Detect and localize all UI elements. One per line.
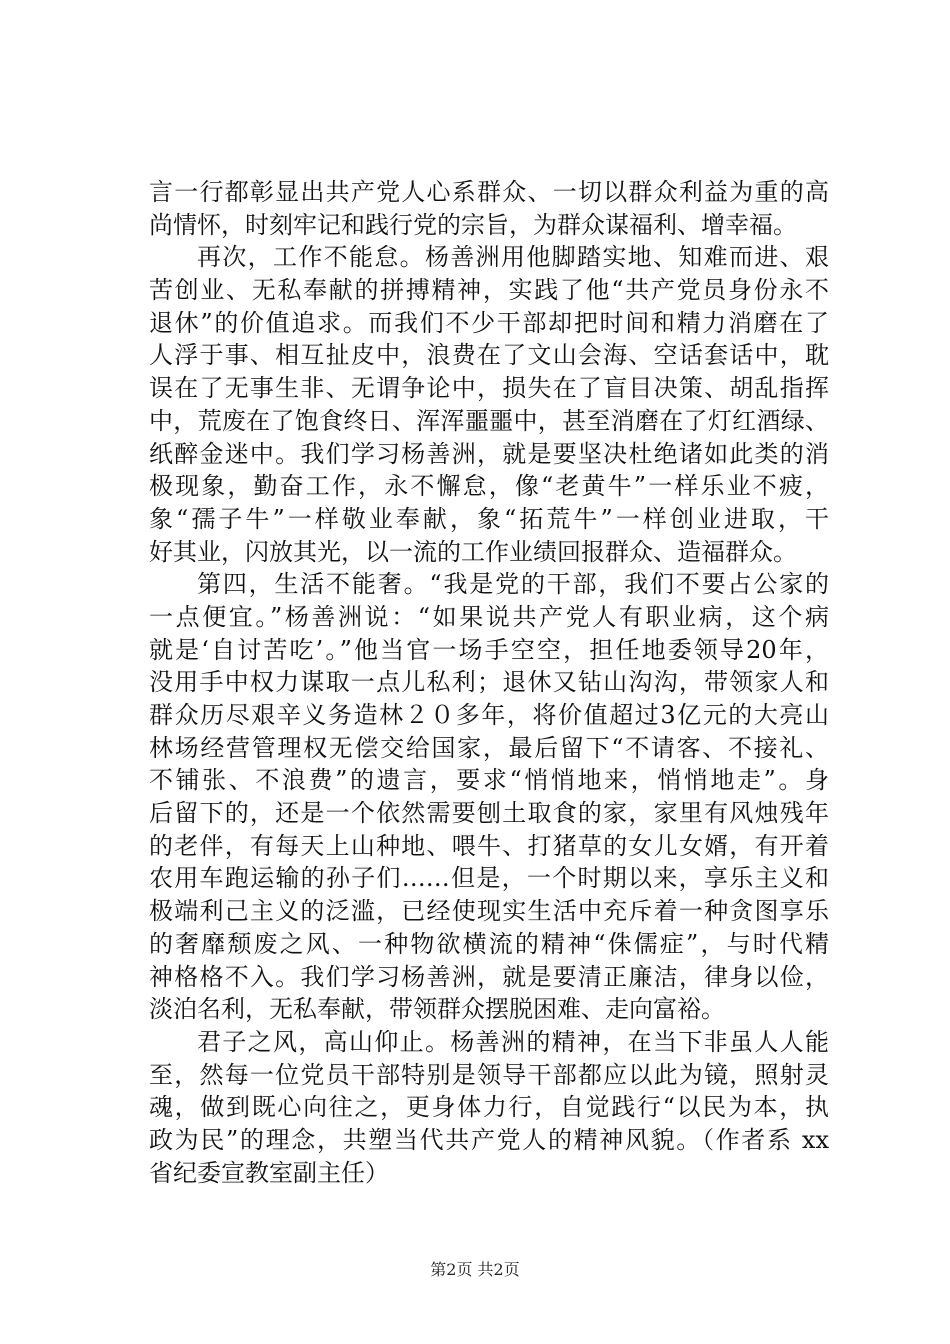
text-line: 就是‘自讨苦吃’。”他当官一场手空空，担任地委领导20年， (149, 635, 829, 664)
page-footer: 第2页 共2页 (430, 1260, 520, 1279)
paragraph (149, 1026, 829, 1189)
text-line: 没用手中权力谋取一点儿私利；退休又钻山沟沟，带领家人和 (149, 668, 829, 697)
paragraph (149, 176, 829, 241)
text-line: 第四，生活不能奢。“我是党的干部，我们不要占公家的 (197, 570, 829, 599)
text-line: 淡泊名利，无私奉献，带领群众摆脱困难、走向富裕。 (149, 995, 725, 1024)
text-line: 苦创业、无私奉献的拼搏精神，实践了他“共产党员身份永不 (149, 276, 829, 305)
text-line: 误在了无事生非、无谓争论中，损失在了盲目决策、胡乱指挥 (149, 374, 829, 403)
text-line: 尚情怀，时刻牢记和践行党的宗旨，为群众谋福利、增幸福。 (149, 210, 797, 239)
text-line: 一点便宜。”杨善洲说：“如果说共产党人有职业病，这个病 (149, 602, 829, 631)
text-line: 极现象，勤奋工作，永不懈怠，像“老黄牛”一样乐业不疲， (149, 472, 829, 501)
text-line: 农用车跑运输的孙子们……但是，一个时期以来，享乐主义和 (149, 864, 829, 893)
text-line: 象“孺子牛”一样敬业奉献，象“拓荒牛”一样创业进取，干 (149, 504, 829, 533)
paragraph (149, 241, 829, 568)
document-body (149, 176, 829, 1189)
text-line: 神格格不入。我们学习杨善洲，就是要清正廉洁，律身以俭， (149, 962, 829, 991)
text-line: 言一行都彰显出共产党人心系群众、一切以群众利益为重的高 (149, 178, 829, 206)
text-line: 林场经营管理权无偿交给国家，最后留下“不请客、不接礼、 (149, 733, 829, 762)
text-line: 不铺张、不浪费”的遗言，要求“悄悄地来，悄悄地走”。身 (149, 766, 829, 795)
text-line: 政为民”的理念，共塑当代共产党人的精神风貌。（作者系 xx (149, 1125, 829, 1154)
text-line: 再次，工作不能怠。杨善洲用他脚踏实地、知难而进、艰 (197, 243, 829, 272)
paragraph (149, 568, 829, 1026)
text-line: 的老伴，有每天上山种地、喂牛、打猪草的女儿女婿，有开着 (149, 831, 829, 860)
text-line: 人浮于事、相互扯皮中，浪费在了文山会海、空话套话中，耽 (149, 341, 829, 370)
text-line: 中，荒废在了饱食终日、浑浑噩噩中，甚至消磨在了灯红酒绿、 (149, 406, 829, 435)
text-line: 后留下的，还是一个依然需要刨土取食的家，家里有风烛残年 (149, 799, 829, 828)
text-line: 魂，做到既心向往之，更身体力行，自觉践行“以民为本，执 (149, 1093, 829, 1122)
text-line: 纸醉金迷中。我们学习杨善洲，就是要坚决杜绝诸如此类的消 (149, 439, 829, 468)
text-line: 群众历尽艰辛义务造林２０多年，将价值超过3亿元的大亮山 (149, 701, 829, 729)
text-line: 极端利己主义的泛滥，已经使现实生活中充斥着一种贪图享乐 (149, 897, 829, 926)
text-line: 退休”的价值追求。而我们不少干部却把时间和精力消磨在了 (149, 308, 829, 337)
text-line: 至，然每一位党员干部特别是领导干部都应以此为镜，照射灵 (149, 1060, 829, 1089)
text-line: 好其业，闪放其光，以一流的工作业绩回报群众、造福群众。 (149, 537, 797, 566)
text-line: 的奢靡颓废之风、一种物欲横流的精神“侏儒症”，与时代精 (149, 929, 829, 958)
text-line: 君子之风，高山仰止。杨善洲的精神，在当下非虽人人能 (197, 1027, 829, 1056)
text-line: 省纪委宣教室副主任） (149, 1158, 389, 1187)
